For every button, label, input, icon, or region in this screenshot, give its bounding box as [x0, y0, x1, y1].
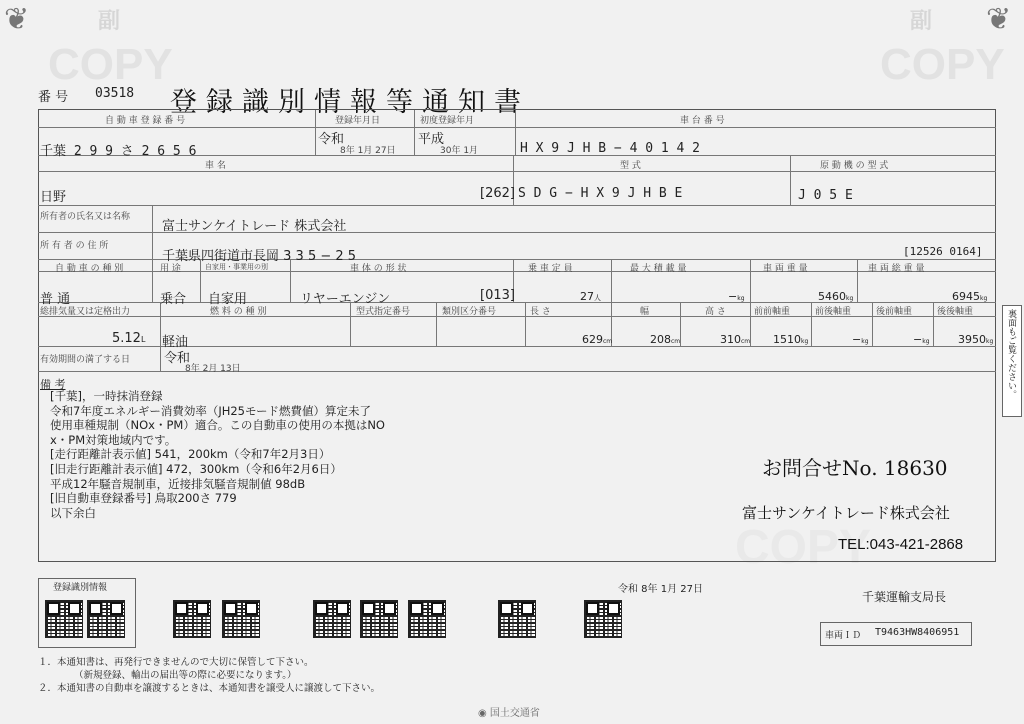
owner-name: 富士サンケイトレード 株式会社: [162, 219, 347, 234]
header-front-rear-axle: 前後軸重: [815, 307, 852, 317]
side-note-text: 裏面もご覧ください。: [1006, 309, 1016, 399]
front-front-axle: 1510kg: [773, 333, 809, 346]
expiry-era: 令和: [164, 351, 191, 366]
header-width: 幅: [640, 307, 650, 317]
remarks-label: 備 考: [40, 378, 66, 391]
header-first-reg: 初度登録年月: [420, 116, 475, 126]
header-vehicle-kind: 自 動 車 の 種 別: [55, 264, 124, 274]
body-shape: リヤーエンジン: [300, 292, 391, 307]
header-car-name: 車 名: [205, 161, 226, 171]
qr-code-icon: [313, 600, 351, 638]
footer-note: １．本通知書は、再発行できませんので大切に保管して下さい。: [38, 657, 314, 668]
ministry-name: 国土交通省: [489, 708, 540, 719]
copy-watermark-left: COPY: [48, 40, 173, 89]
remarks-list: [50, 389, 385, 520]
header-reg-date: 登録年月日: [335, 116, 381, 126]
engine-model: J 0 5 E: [798, 188, 853, 203]
length: 629cm: [582, 333, 613, 346]
remarks-line: [千葉]，一時抹消登録: [50, 389, 163, 403]
first-reg-date: 30年 1月: [440, 146, 479, 156]
header-rear-front-axle: 後前軸重: [876, 307, 913, 317]
ministry-logo: [478, 704, 540, 719]
contact-company: 富士サンケイトレード株式会社: [742, 504, 950, 522]
remarks-line: 令和7年度エネルギー消費効率（JH25モード燃費値）算定未了: [50, 403, 372, 418]
gross-weight: 6945kg: [952, 290, 988, 303]
ornament-icon-top-right: ❦: [986, 2, 1012, 37]
remarks-line: [走行距離計表示値] 541，200km（令和7年2月3日）: [50, 447, 331, 462]
body-code: [013]: [480, 288, 515, 303]
footer-note: ２．本通知書の自動車を譲渡するときは、本通知書を譲受人に譲渡して下さい。: [38, 683, 381, 694]
owner-address: 千葉県四街道市長岡 3 3 5 − 2 5: [162, 249, 357, 264]
vehicle-kind: 普 通: [40, 292, 71, 307]
header-reg-number: 自 動 車 登 録 番 号: [105, 116, 186, 126]
qr-code-icon: [408, 600, 446, 638]
issuer: 千葉運輸支局長: [862, 590, 947, 604]
qr-code-icon: [222, 600, 260, 638]
header-body-shape: 車 体 の 形 状: [350, 264, 407, 274]
ministry-emblem-icon: ◉: [478, 708, 487, 719]
qr-code-icon: [584, 600, 622, 638]
header-engine-model: 原 動 機 の 型 式: [820, 161, 889, 171]
inquiry-number: お問合せNo. 18630: [762, 456, 948, 480]
max-load: −kg: [728, 290, 745, 303]
width: 208cm: [650, 333, 681, 346]
header-displacement: 総排気量又は定格出力: [40, 307, 131, 317]
vehicle-id: T9463HW8406951: [875, 627, 960, 638]
reg-date: 8年 1月 27日: [340, 146, 396, 156]
header-fuel: 燃 料 の 種 別: [210, 307, 267, 317]
rear-rear-axle: 3950kg: [958, 333, 994, 346]
header-type-designation: 型式指定番号: [356, 307, 411, 317]
header-model: 型 式: [620, 161, 641, 171]
header-gross-weight: 車 両 総 重 量: [868, 264, 925, 274]
reg-number: 千葉 2 9 9 さ 2 6 5 6: [40, 144, 197, 159]
header-owner-address: 所 有 者 の 住 所: [40, 241, 109, 251]
reg-era: 令和: [318, 132, 345, 147]
header-length: 長 さ: [530, 307, 551, 317]
copy-watermark-right: COPY: [880, 40, 1005, 89]
remarks-line: 平成12年騒音規制車，近接排気騒音規制値 98dB: [50, 476, 306, 491]
header-vehicle-weight: 車 両 重 量: [763, 264, 808, 274]
header-private-business: 自家用・事業用の別: [205, 263, 268, 271]
contact-tel: TEL:043-421-2868: [838, 536, 964, 553]
height: 310cm: [720, 333, 751, 346]
document-title: 登録識別情報等通知書: [170, 87, 530, 118]
capacity: 27人: [580, 290, 601, 303]
displacement: 5.12L: [112, 331, 146, 346]
doc-number-label: 番 号: [38, 90, 69, 105]
usage: 乗合: [160, 292, 187, 307]
ornament-icon-top-left: ❦: [4, 2, 30, 37]
remarks-line: x・PM対策地域内です。: [50, 432, 177, 447]
header-capacity: 乗 車 定 員: [528, 264, 573, 274]
header-front-front-axle: 前前軸重: [754, 307, 791, 317]
model: S D G − H X 9 J H B E: [518, 186, 683, 201]
header-max-load: 最 大 積 載 量: [630, 264, 687, 274]
first-reg-era: 平成: [418, 132, 445, 147]
car-name: 日野: [40, 190, 67, 205]
qr-code-icon: [87, 600, 125, 638]
stamp-watermark-right: 副: [910, 8, 933, 33]
copy-watermark-contact: COPY: [735, 521, 872, 574]
qr-code-icon: [173, 600, 211, 638]
remarks-line: 以下余白: [50, 505, 96, 520]
model-code: [262]: [480, 186, 515, 201]
doc-number: 03518: [95, 86, 135, 101]
header-height: 高 さ: [705, 307, 726, 317]
header-category-number: 類別区分番号: [442, 307, 497, 317]
expiry-date: 8年 2月 13日: [185, 364, 241, 374]
header-expiry: 有効期間の満了する日: [40, 355, 131, 365]
issue-date: 令和 8年 1月 27日: [618, 584, 703, 595]
chassis-no: H X 9 J H B − 4 0 1 4 2: [520, 141, 701, 156]
fuel: 軽油: [162, 335, 189, 350]
owner-code: [12526 0164]: [903, 245, 983, 258]
header-usage: 用 途: [160, 264, 181, 274]
header-owner-name: 所有者の氏名又は名称: [40, 212, 131, 222]
vehicle-weight: 5460kg: [818, 290, 854, 303]
qr-code-icon: [498, 600, 536, 638]
front-rear-axle: −kg: [852, 333, 869, 346]
stamp-watermark-left: 副: [98, 8, 121, 33]
qr-label: 登録識別情報: [53, 583, 108, 593]
qr-code-icon: [45, 600, 83, 638]
qr-code-icon: [360, 600, 398, 638]
remarks-line: [旧自動車登録番号] 鳥取200さ 779: [50, 491, 237, 506]
header-rear-rear-axle: 後後軸重: [937, 307, 974, 317]
side-note: [1002, 305, 1022, 417]
remarks-line: 使用車種規制（NOx・PM）適合。この自動車の使用の本拠はNO: [50, 418, 385, 433]
footer-note: （新規登録、輸出の届出等の際に必要になります。）: [74, 670, 297, 681]
rear-front-axle: −kg: [913, 333, 930, 346]
private-business: 自家用: [208, 292, 248, 307]
vehicle-id-label: 車両ＩＤ: [825, 631, 862, 641]
footer-notes: [38, 656, 380, 695]
header-chassis-no: 車 台 番 号: [680, 116, 725, 126]
remarks-line: [旧走行距離計表示値] 472，300km（令和6年2月6日）: [50, 461, 342, 476]
